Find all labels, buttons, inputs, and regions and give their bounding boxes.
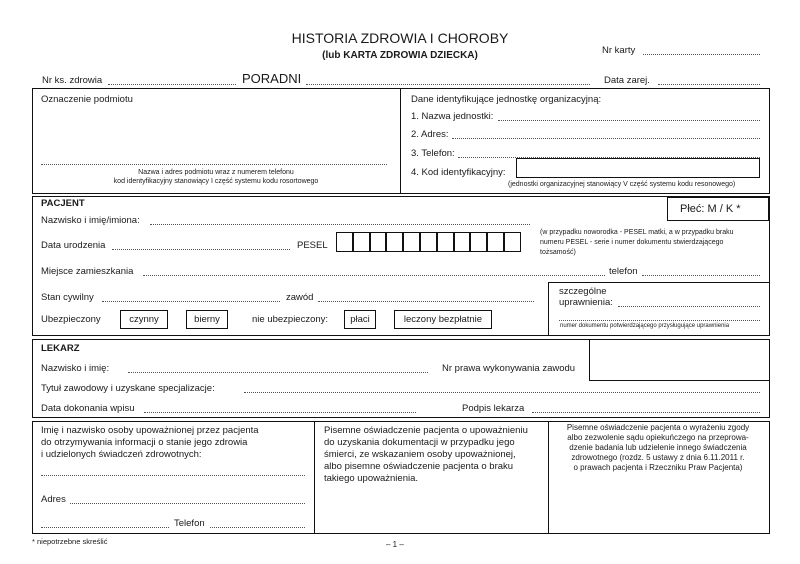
statement-text-2: do uzyskania dokumentacji w przypadku jego xyxy=(324,437,515,448)
signature-field[interactable] xyxy=(532,412,760,413)
doctor-name-field[interactable] xyxy=(128,372,428,373)
special-rights-field[interactable] xyxy=(618,306,760,307)
authorized-address-label: Adres xyxy=(41,494,66,505)
statement-text: Pisemne oświadczenie pacjenta o upoważnieniu xyxy=(324,425,528,436)
pesel-digit-box[interactable] xyxy=(470,232,487,252)
patient-phone-field[interactable] xyxy=(642,275,760,276)
pesel-digit-box[interactable] xyxy=(336,232,353,252)
pesel-digit-box[interactable] xyxy=(487,232,504,252)
footnote: * niepotrzebne skreślić xyxy=(32,537,108,546)
org-address-field[interactable] xyxy=(452,138,760,139)
consent-text: Pisemne oświadczenie pacjenta o wyrażeniu zgody xyxy=(566,423,750,432)
org-name-field[interactable] xyxy=(498,120,760,121)
authorized-person-text: Imię i nazwisko osoby upoważnionej przez pacjenta xyxy=(41,425,259,436)
license-number-box[interactable] xyxy=(589,339,770,381)
org-code-caption: (jednostki organizacyjnej stanowiący V część systemu kodu resonowego) xyxy=(508,181,736,188)
doctor-label: LEKARZ xyxy=(41,343,80,354)
pesel-label: PESEL xyxy=(297,240,328,251)
entry-date-field[interactable] xyxy=(144,412,416,413)
statement-text-3: śmierci, ze wskazaniem osoby upoważnionej, xyxy=(324,449,516,460)
pesel-digit-box[interactable] xyxy=(353,232,370,252)
insured-passive-option[interactable]: bierny xyxy=(186,310,228,329)
uninsured-free-option[interactable]: leczony bezpłatnie xyxy=(394,310,492,329)
clinic-field[interactable] xyxy=(306,84,590,85)
statement-text-4: albo pisemne oświadczenie pacjenta o braku xyxy=(324,461,514,472)
form-subtitle: (lub KARTA ZDROWIA DZIECKA) xyxy=(322,50,478,61)
pesel-note-3: tożsamość) xyxy=(540,249,576,256)
birth-date-field[interactable] xyxy=(112,249,290,250)
registration-date-label: Data zarej. xyxy=(604,75,650,86)
pesel-digit-box[interactable] xyxy=(454,232,471,252)
org-code-box[interactable] xyxy=(516,158,760,178)
authorized-person-text-3: i udzielonych świadczeń zdrowotnych: xyxy=(41,449,202,460)
patient-label: PACJENT xyxy=(41,198,85,209)
uninsured-label: nie ubezpieczony: xyxy=(252,314,329,325)
pesel-digit-box[interactable] xyxy=(403,232,420,252)
form-title: HISTORIA ZDROWIA I CHOROBY xyxy=(291,30,509,46)
authorized-address-field[interactable] xyxy=(70,503,305,504)
entry-date-label: Data dokonania wpisu xyxy=(41,403,135,414)
occupation-field[interactable] xyxy=(318,301,534,302)
doctor-title-field[interactable] xyxy=(244,392,760,393)
sex-label: Płeć: M / K * xyxy=(680,203,741,215)
signature-label: Podpis lekarza xyxy=(462,403,525,414)
org-name-label: 1. Nazwa jednostki: xyxy=(411,111,494,122)
license-number-label: Nr prawa wykonywania zawodu xyxy=(442,363,576,374)
insured-label: Ubezpieczony xyxy=(41,314,101,325)
civil-status-label: Stan cywilny xyxy=(41,292,94,303)
statement-text-5: takiego upoważnienia. xyxy=(324,473,419,484)
pesel-note-2: numeru PESEL - serie i numer dokumentu stwierdzającego xyxy=(540,239,724,246)
authorized-phone-field[interactable] xyxy=(210,527,305,528)
entity-caption-2: kod identyfikacyjny stanowiący I część systemu kodu rosortowego xyxy=(113,178,319,185)
authorized-person-text-2: do otrzymywania informacji o stanie jego zdrowia xyxy=(41,437,248,448)
patient-name-field[interactable] xyxy=(150,224,530,225)
registration-date-field[interactable] xyxy=(658,84,760,85)
entity-label: Oznaczenie podmiotu xyxy=(41,94,133,105)
residence-field[interactable] xyxy=(143,275,605,276)
consent-text-2: albo zezwolenie sądu opiekuńczego na przeprowa- xyxy=(567,433,749,442)
pesel-digit-box[interactable] xyxy=(437,232,454,252)
special-rights-field-2[interactable] xyxy=(559,320,760,321)
org-label: Dane identyfikujące jednostkę organizacyjną: xyxy=(411,94,602,105)
doctor-title-label: Tytuł zawodowy i uzyskane specjalizacje: xyxy=(41,383,215,394)
pesel-digit-box[interactable] xyxy=(370,232,387,252)
page-number: – 1 – xyxy=(386,540,404,549)
civil-status-field[interactable] xyxy=(102,301,280,302)
occupation-label: zawód xyxy=(286,292,314,303)
pesel-digit-box[interactable] xyxy=(420,232,437,252)
residence-label: Miejsce zamieszkania xyxy=(41,266,134,277)
book-number-field[interactable] xyxy=(108,84,236,85)
doctor-name-label: Nazwisko i imię: xyxy=(41,363,110,374)
book-number-label: Nr ks. zdrowia xyxy=(42,75,103,86)
patient-phone-label: telefon xyxy=(609,266,638,277)
authorized-address-field-2[interactable] xyxy=(41,527,169,528)
consent-text-3: dzenie badania lub udzielenie innego świadczenia xyxy=(569,443,747,452)
entity-caption: Nazwa i adres podmiotu wraz z numerem telefonu xyxy=(138,169,294,176)
entity-field[interactable] xyxy=(41,164,387,165)
card-number-field[interactable] xyxy=(643,54,760,55)
insured-active-option[interactable]: czynny xyxy=(120,310,168,329)
pesel-digit-box[interactable] xyxy=(504,232,521,252)
special-rights-caption: numer dokumentu potwierdzającego przysługujące uprawnienia xyxy=(560,323,730,329)
uninsured-pays-option[interactable]: płaci xyxy=(344,310,376,329)
authorized-person-field[interactable] xyxy=(41,475,305,476)
pesel-note: (w przypadku noworodka - PESEL matki, a w przypadku braku xyxy=(540,229,734,236)
birth-date-label: Data urodzenia xyxy=(41,240,106,251)
org-code-label: 4. Kod identyfikacyjny: xyxy=(411,167,506,178)
special-rights-label-2: uprawnienia: xyxy=(559,297,613,308)
org-address-label: 2. Adres: xyxy=(411,129,449,140)
patient-name-label: Nazwisko i imię/imiona: xyxy=(41,215,140,226)
card-number-label: Nr karty xyxy=(602,45,636,56)
pesel-digit-box[interactable] xyxy=(386,232,403,252)
org-phone-label: 3. Telefon: xyxy=(411,148,455,159)
clinic-label: PORADNI xyxy=(242,71,302,86)
consent-text-4: zdrowotnego (rozdz. 5 ustawy z dnia 6.11.2011 r. xyxy=(571,453,745,462)
authorized-phone-label: Telefon xyxy=(174,518,205,529)
consent-text-5: o prawach pacjenta i Rzeczniku Praw Pacjenta) xyxy=(573,463,743,472)
special-rights-label: szczególne xyxy=(559,286,607,297)
